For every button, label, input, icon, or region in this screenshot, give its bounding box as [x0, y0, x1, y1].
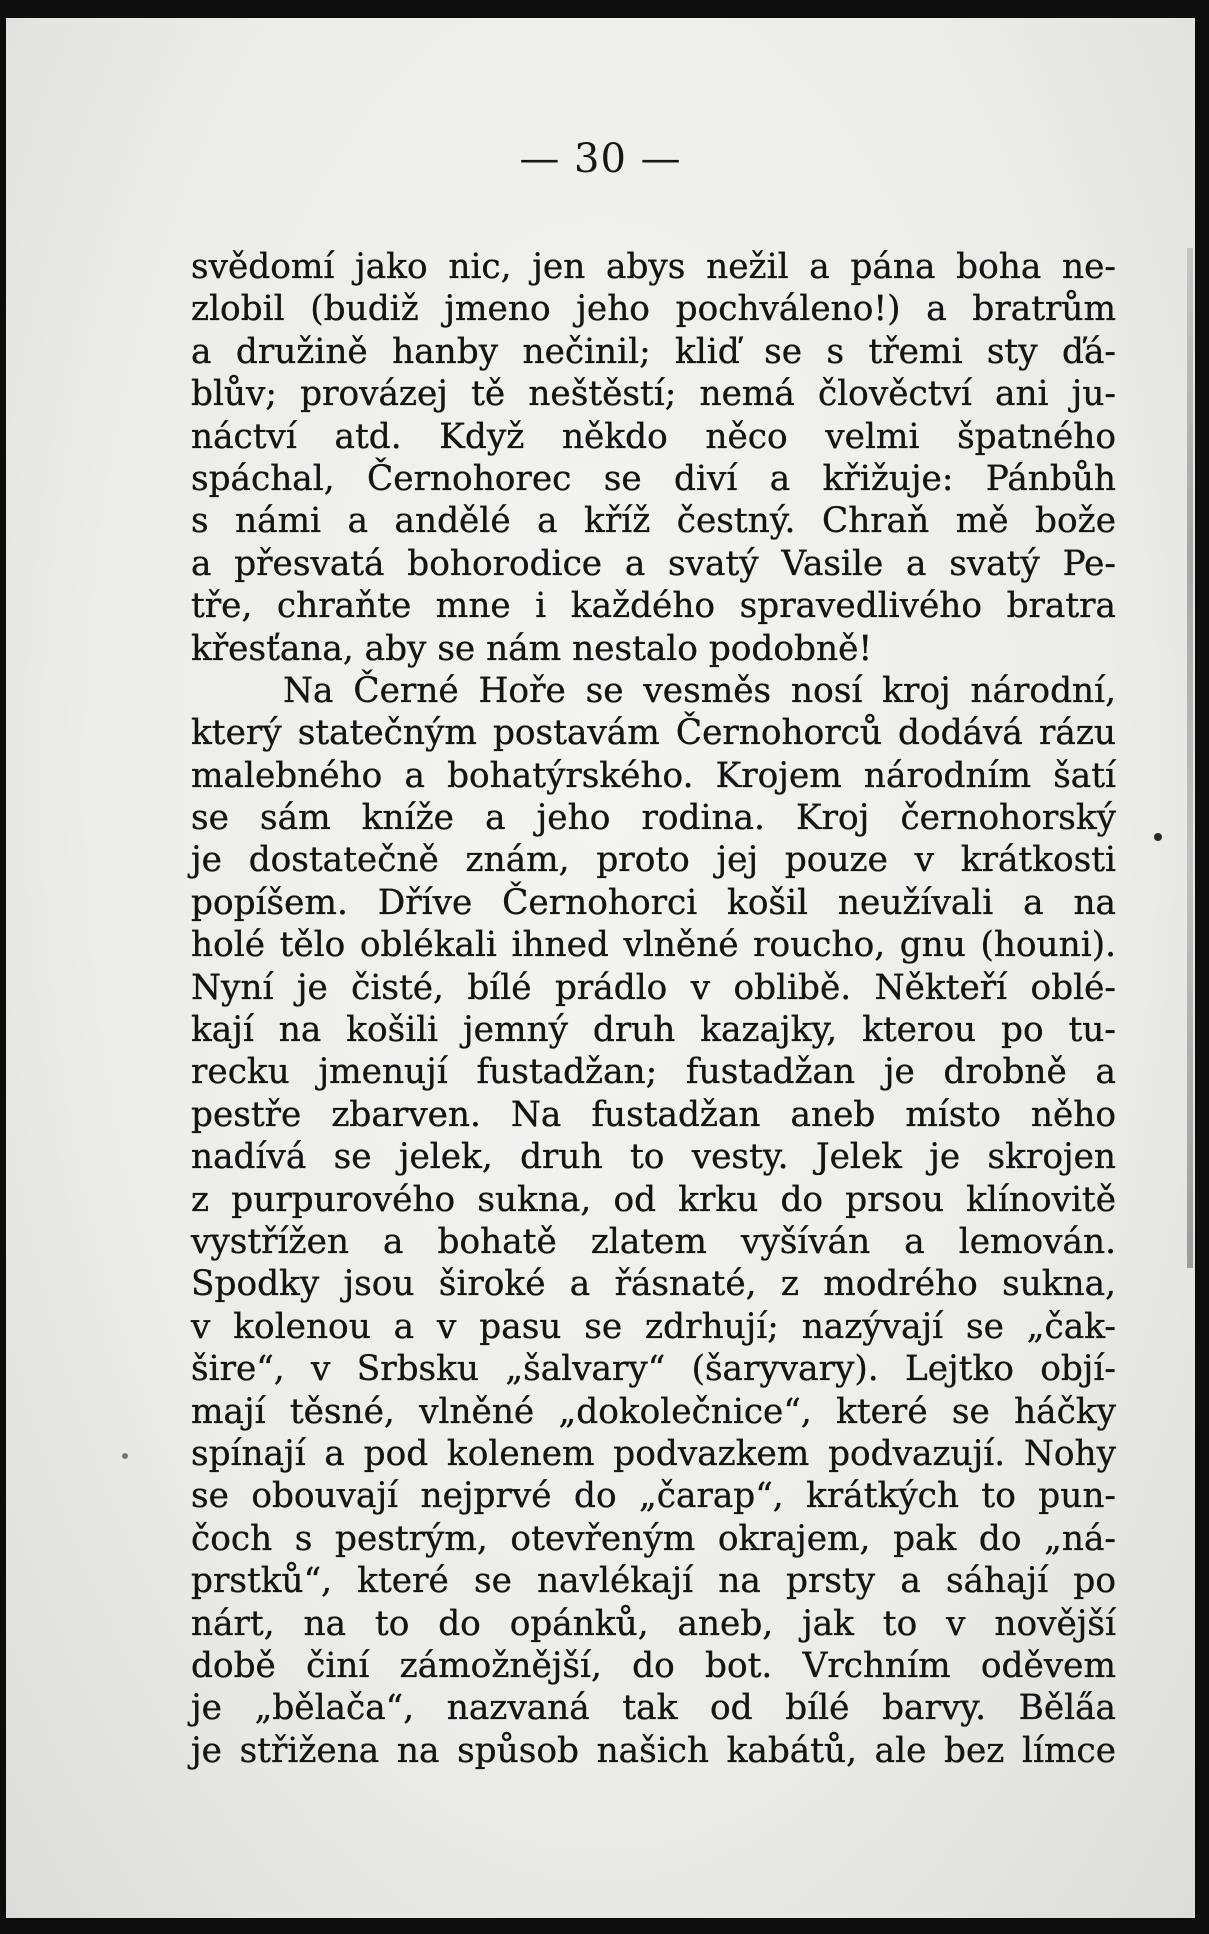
text-line: tře, chraňte mne i každého spravedlivého bratra	[191, 586, 1116, 627]
text-line: blův; provázej tě neštěstí; nemá člověctví ani ju-	[191, 374, 1116, 415]
paragraph	[191, 246, 1116, 670]
text-line: čoch s pestrým, otevřeným okrajem, pak do „ná-	[191, 1518, 1116, 1559]
text-line: Spodky jsou široké a řásnaté, z modrého sukna,	[191, 1264, 1116, 1305]
text-line: a družině hanby nečinil; kliď se s třemi sty ďá-	[191, 331, 1116, 372]
text-line: z purpurového sukna, od krku do prsou klínovitě	[191, 1179, 1116, 1220]
text-line: svědomí jako nic, jen abys nežil a pána boha ne-	[191, 247, 1116, 287]
body-text	[191, 246, 1116, 1772]
text-line: náctví atd. Když někdo něco velmi špatného	[191, 416, 1116, 457]
text-line: malebného a bohatýrského. Krojem národním šatí	[191, 755, 1116, 796]
text-line: prstků“, které se navlékají na prsty a sáhají po	[191, 1561, 1116, 1602]
text-line: je střižena na spůsob našich kabátů, ale bez límce	[191, 1730, 1116, 1771]
text-line: a přesvatá bohorodice a svatý Vasile a svatý Pe-	[191, 543, 1116, 584]
text-line: popíšem. Dříve Černohorci košil neužívali a na	[191, 882, 1116, 923]
text-line: s námi a andělé a kříž čestný. Chraň mě bože	[191, 501, 1116, 542]
text-line: mají těsné, vlněné „dokolečnice“, které se háčky	[191, 1391, 1116, 1432]
text-line: pestře zbarven. Na fustadžan aneb místo něho	[191, 1094, 1116, 1135]
text-line: šire“, v Srbsku „šalvary“ (šaryvary). Lejtko objí-	[191, 1349, 1116, 1390]
text-line: který statečným postavám Černohorců dodává rázu	[191, 713, 1116, 754]
page-number: — 30 —	[519, 136, 682, 182]
text-line: zlobil (budiž jmeno jeho pochváleno!) a bratrům	[191, 289, 1116, 330]
text-line: spínají a pod kolenem podvazkem podvazují. Nohy	[191, 1433, 1116, 1474]
text-line: se sám kníže a jeho rodina. Kroj černohorský	[191, 798, 1116, 839]
text-line: Nyní je čisté, bílé prádlo v oblibě. Někteří oblé-	[191, 967, 1116, 1008]
text-line: Na Černé Hoře se vesměs nosí kroj národní,	[283, 670, 1116, 711]
text-line: křesťana, aby se nám nestalo podobně!	[191, 628, 873, 669]
binding-edge	[1187, 248, 1193, 1268]
book-page	[6, 18, 1195, 1918]
paragraph	[191, 670, 1116, 1772]
text-line: holé tělo oblékali ihned vlněné roucho, gnu (houni).	[191, 925, 1116, 966]
text-line: kají na košili jemný druh kazajky, kterou po tu-	[191, 1010, 1116, 1051]
text-line: je „bělača“, nazvaná tak od bílé barvy. Běla̋a	[191, 1688, 1116, 1729]
print-speck	[122, 1453, 128, 1459]
print-speck	[1154, 833, 1162, 841]
text-line: nadívá se jelek, druh to vesty. Jelek je skrojen	[191, 1137, 1116, 1178]
text-line: době činí zámožnější, do bot. Vrchním oděvem	[191, 1645, 1116, 1686]
text-line: se obouvají nejprvé do „čarap“, krátkých to pun-	[191, 1476, 1116, 1517]
text-line: v kolenou a v pasu se zdrhují; nazývají se „čak-	[191, 1306, 1116, 1347]
text-line: nárt, na to do opánků, aneb, jak to v novější	[191, 1603, 1116, 1644]
text-line: vystřížen a bohatě zlatem vyšíván a lemován.	[191, 1221, 1116, 1262]
text-line: je dostatečně znám, proto jej pouze v krátkosti	[191, 840, 1116, 881]
text-line: spáchal, Černohorec se diví a křižuje: Pánbůh	[191, 458, 1116, 499]
text-line: recku jmenují fustadžan; fustadžan je drobně a	[191, 1052, 1116, 1093]
